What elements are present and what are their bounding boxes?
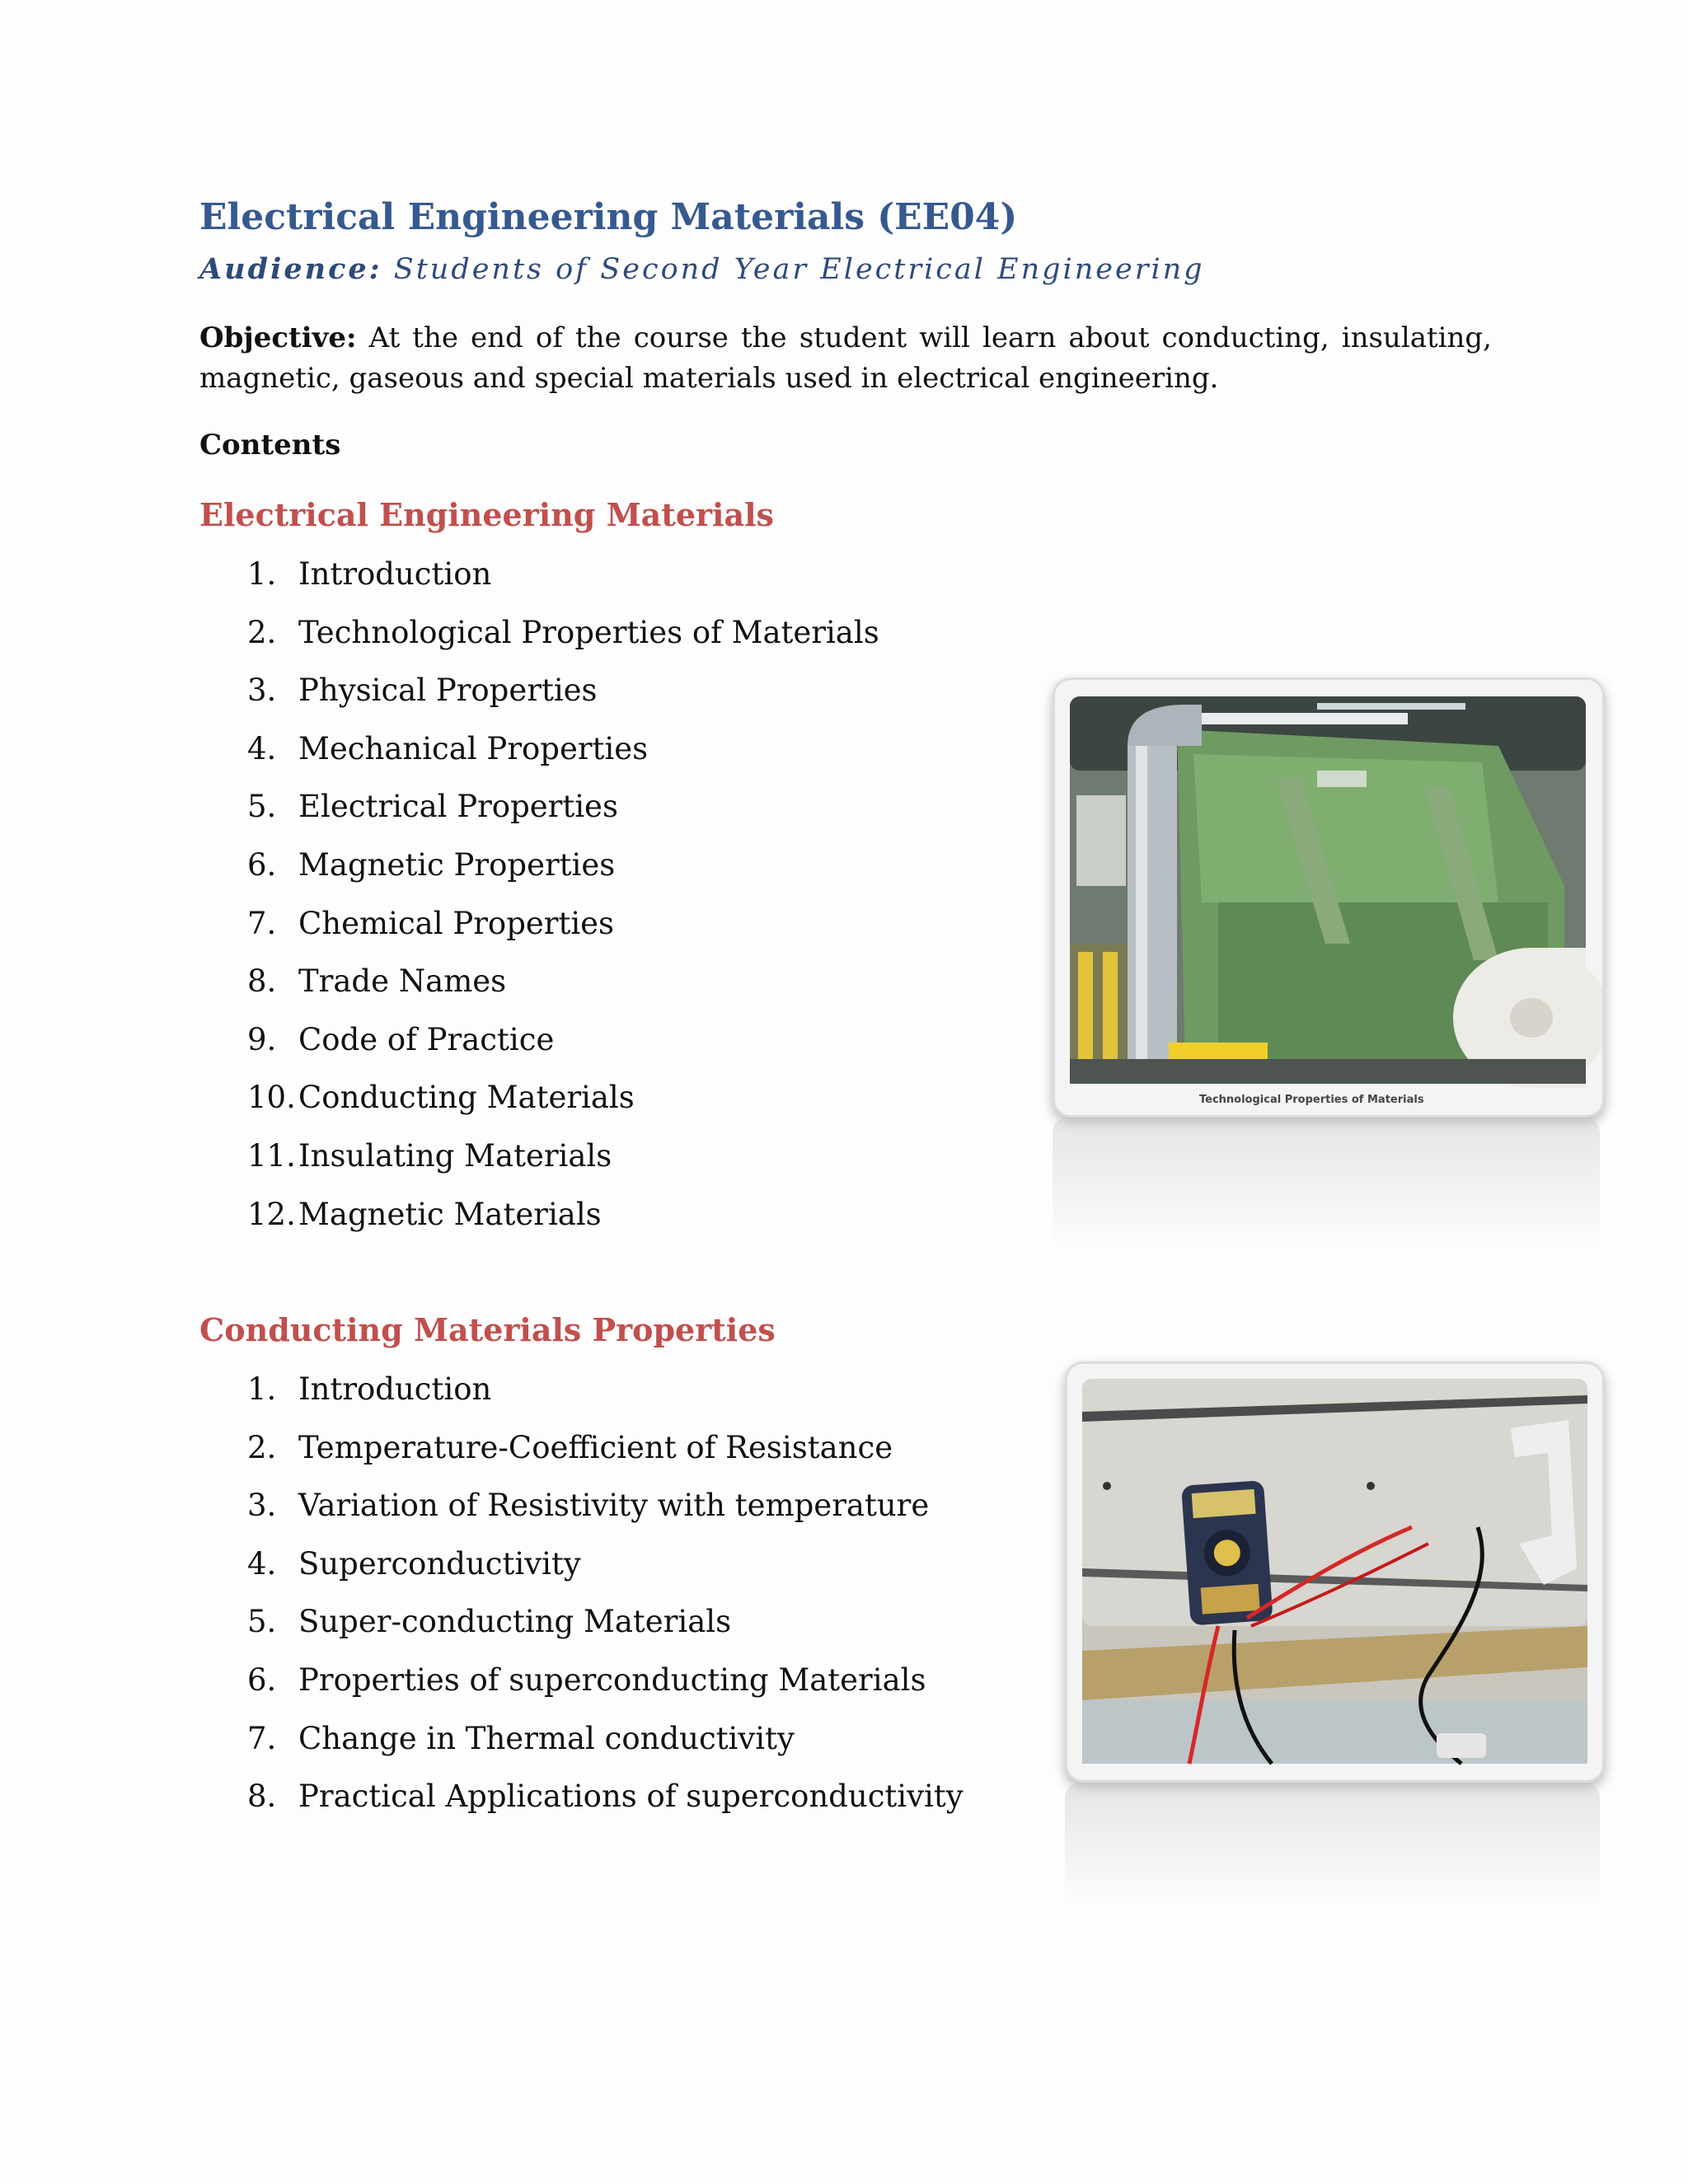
list-item-label: Introduction [298, 1371, 492, 1407]
list-item-label: Temperature-Coefficient of Resistance [298, 1429, 893, 1465]
contents-heading: Contents [199, 429, 341, 462]
list-item-number: 4. [247, 730, 277, 766]
list-item [247, 554, 879, 612]
objective-paragraph [199, 318, 1492, 399]
list-item-label: Magnetic Materials [298, 1196, 602, 1232]
list-item-number: 2. [247, 614, 277, 650]
list-item [247, 786, 879, 845]
list-item [247, 1369, 964, 1427]
audience-label: Audience: [199, 252, 382, 286]
list-item [247, 1077, 879, 1136]
list-item-number: 8. [247, 1779, 277, 1815]
list-item-label: Technological Properties of Materials [298, 614, 879, 650]
factory-photo-image [1055, 680, 1602, 1115]
list-item-label: Mechanical Properties [298, 730, 649, 766]
list-item-number: 1. [247, 556, 277, 592]
list-item-label: Change in Thermal conductivity [298, 1720, 795, 1756]
conducting-topic-list [247, 1369, 964, 1835]
list-item [247, 1660, 964, 1718]
list-item-label: Magnetic Properties [298, 846, 616, 883]
list-item-number: 11. [247, 1137, 296, 1174]
section-heading-materials: Electrical Engineering Materials [199, 496, 774, 533]
multimeter-photo [1065, 1361, 1605, 1783]
list-item-label: Super-conducting Materials [298, 1604, 732, 1640]
list-item-label: Trade Names [298, 963, 507, 1000]
list-item [247, 1019, 879, 1078]
list-item-number: 9. [247, 1021, 277, 1057]
list-item-label: Insulating Materials [298, 1137, 612, 1174]
list-item [247, 1601, 964, 1660]
list-item-label: Properties of superconducting Materials [298, 1661, 926, 1698]
list-item-number: 2. [247, 1429, 277, 1465]
list-item-number: 3. [247, 673, 277, 709]
list-item-label: Conducting Materials [298, 1080, 635, 1116]
list-item [247, 1194, 879, 1253]
section-heading-conducting: Conducting Materials Properties [199, 1311, 776, 1348]
list-item-label: Chemical Properties [298, 905, 615, 941]
audience-line [199, 252, 1205, 286]
list-item-label: Physical Properties [298, 673, 598, 709]
list-item [247, 1776, 964, 1835]
list-item [247, 729, 879, 787]
objective-text: At the end of the course the student will learn about conducting, insulating, magnetic, gaseous and special materials used in electrical engineering. [199, 321, 1492, 395]
factory-photo-reflection [1053, 1118, 1600, 1249]
list-item [247, 903, 879, 962]
list-item-label: Code of Practice [298, 1021, 555, 1057]
list-item [247, 670, 879, 729]
list-item [247, 1136, 879, 1194]
list-item-number: 10. [247, 1080, 296, 1116]
list-item-number: 8. [247, 963, 277, 1000]
multimeter-photo-reflection [1065, 1783, 1600, 1906]
list-item-number: 12. [247, 1196, 296, 1232]
list-item-number: 5. [247, 1604, 277, 1640]
list-item-number: 4. [247, 1545, 277, 1582]
list-item [247, 612, 879, 671]
list-item [247, 1544, 964, 1602]
list-item-number: 6. [247, 846, 277, 883]
list-item-label: Practical Applications of superconductivity [298, 1779, 964, 1815]
list-item-number: 5. [247, 789, 277, 825]
list-item [247, 845, 879, 903]
photo-caption: Technological Properties of Materials [1199, 1094, 1424, 1106]
list-item-label: Superconductivity [298, 1545, 581, 1582]
objective-label: Objective: [199, 321, 357, 354]
audience-text: Students of Second Year Electrical Engineering [393, 253, 1205, 286]
materials-topic-list [247, 554, 879, 1252]
list-item-number: 7. [247, 1720, 277, 1756]
list-item [247, 1427, 964, 1486]
multimeter-photo-image [1067, 1364, 1602, 1780]
list-item [247, 961, 879, 1019]
list-item-number: 3. [247, 1488, 277, 1524]
list-item [247, 1485, 964, 1544]
list-item [247, 1718, 964, 1777]
page-title: Electrical Engineering Materials (EE04) [199, 196, 1018, 238]
list-item-number: 6. [247, 1661, 277, 1698]
factory-photo [1053, 677, 1605, 1118]
list-item-label: Introduction [298, 556, 492, 592]
list-item-number: 7. [247, 905, 277, 941]
list-item-label: Variation of Resistivity with temperature [298, 1488, 930, 1524]
list-item-number: 1. [247, 1371, 277, 1407]
list-item-label: Electrical Properties [298, 789, 618, 825]
